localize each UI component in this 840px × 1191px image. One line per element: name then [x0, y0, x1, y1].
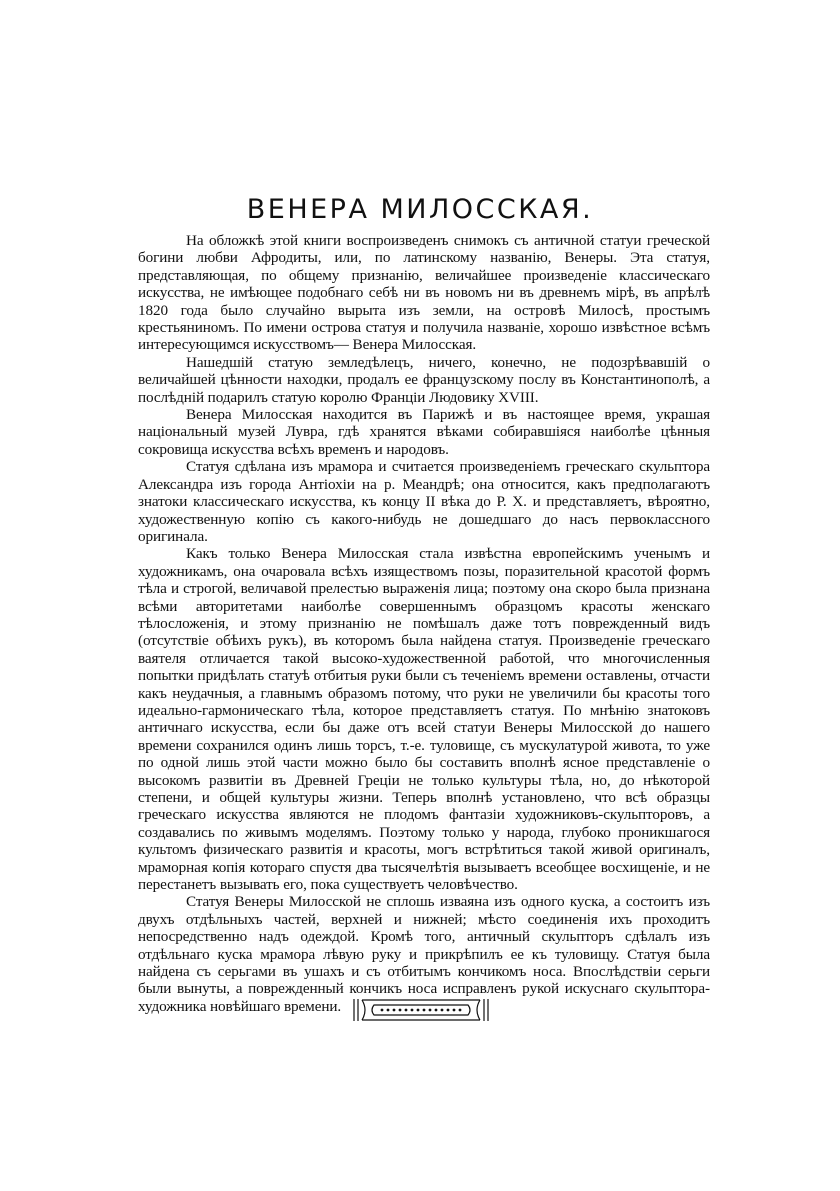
paragraph-2: Нашедшій статую земледѣлецъ, ничего, конечно, не подозрѣвавшій о величайшей цѣнности находки, продалъ ее французскому послу въ Константинополѣ, а послѣдній подарилъ статую королю Франціи Людовику XVIII. — [138, 353, 710, 406]
ornament-icon — [352, 996, 490, 1024]
paragraph-6: Статуя Венеры Милосской не сплошь изваяна изъ одного куска, а состоитъ изъ двухъ отдѣльныхъ частей, верхней и нижней; мѣсто соединенія ихъ проходитъ непосредственно надъ одеждой. Кромѣ того, античный скульпторъ сдѣлалъ изъ отдѣльнаго куска мрамора лѣвую руку и прикрѣпилъ ее къ туловищу. Статуя была найдена съ серьгами въ ушахъ и съ отбитымъ кончикомъ носа. Впослѣдствіи серьги были вынуты, а поврежденный кончикъ носа исправленъ рукой искуснаго скульптора-художника новѣйшаго времени. — [138, 893, 710, 1015]
article-body — [138, 232, 710, 1015]
paragraph-4: Статуя сдѣлана изъ мрамора и считается произведеніемъ греческаго скульптора Александра изъ города Антіохіи на р. Меандрѣ; она относится, какъ предполагаютъ знатоки классическаго искусства, къ концу II вѣка до Р. Х. и представляетъ, вѣроятно, художественную копію съ какого-нибудь не дошедшаго до насъ первоклассного оригинала. — [138, 458, 710, 545]
paragraph-3: Венера Милосская находится въ Парижѣ и въ настоящее время, украшая національный музей Лувра, гдѣ хранятся вѣками собиравшіяся наиболѣе цѣнныя сокровища искусства всѣхъ временъ и народовъ. — [138, 406, 710, 458]
paragraph-1: На обложкѣ этой книги воспроизведенъ снимокъ съ античной статуи греческой богини любви Афродиты, или, по латинскому названію, Венеры. Эта статуя, представляющая, по общему признанію, величайшее произведеніе классическаго искусства, не имѣющее подобнаго себѣ ни въ новомъ ни въ древнемъ мірѣ, въ апрѣлѣ 1820 года было случайно вырыта изъ земли, на островѣ Милосѣ, простымъ крестьяниномъ. По имени острова статуя и получила названіе, хорошо извѣстное всѣмъ интересующимся искусствомъ— Венера Милосская. — [138, 232, 710, 354]
paragraph-5: Какъ только Венера Милосская стала извѣстна европейскимъ ученымъ и художникамъ, она очаровала всѣхъ изяществомъ позы, поразительной красотой формъ тѣла и строгой, величавой прелестью выраженія лица; поэтому она скоро была признана всѣми авторитетами наиболѣе совершеннымъ образцомъ красоты женскаго тѣлосложенія, и этому признанію не помѣшалъ даже тотъ поврежденный видъ (отсутствіе обѣихъ рукъ), въ которомъ была найдена статуя. Произведеніе греческаго ваятеля отличается такой высоко-художественной работой, что многочисленныя попытки придѣлать статуѣ отбитыя руки были съ теченіемъ времени оставлены, отчасти какъ неудачныя, а главнымъ образомъ потому, что руки не увеличили бы красоты того идеально-гармоническаго тѣла, которое представляетъ статуя. По мнѣнію знатоковъ античнаго искусства, если бы даже отъ всей статуи Венеры Милосской до нашего времени сохранился одинъ лишь торсъ, т.-е. туловище, съ мускулатурой живота, то уже по одной лишь этой части можно было бы составить вполнѣ ясное представленіе о высокомъ развитіи въ Древней Греціи не только культуры тѣла, но, до нѣкоторой степени, и общей культуры жизни. Теперь вполнѣ установлено, что всѣ образцы греческаго искусства являются не плодомъ фантазіи художниковъ-скульпторовъ, а создавались по живымъ моделямъ. Поэтому только у народа, глубоко проникшагося культомъ физическаго развитія и красоты, могъ встрѣтиться такой живой оригиналъ, мраморная копія котораго спустя два тысячелѣтія вызываетъ всеобщее восхищеніе, и не перестанетъ вызывать его, пока существуетъ человѣчество. — [138, 545, 710, 894]
page-title: ВЕНЕРА МИЛОССКАЯ. — [246, 194, 594, 226]
